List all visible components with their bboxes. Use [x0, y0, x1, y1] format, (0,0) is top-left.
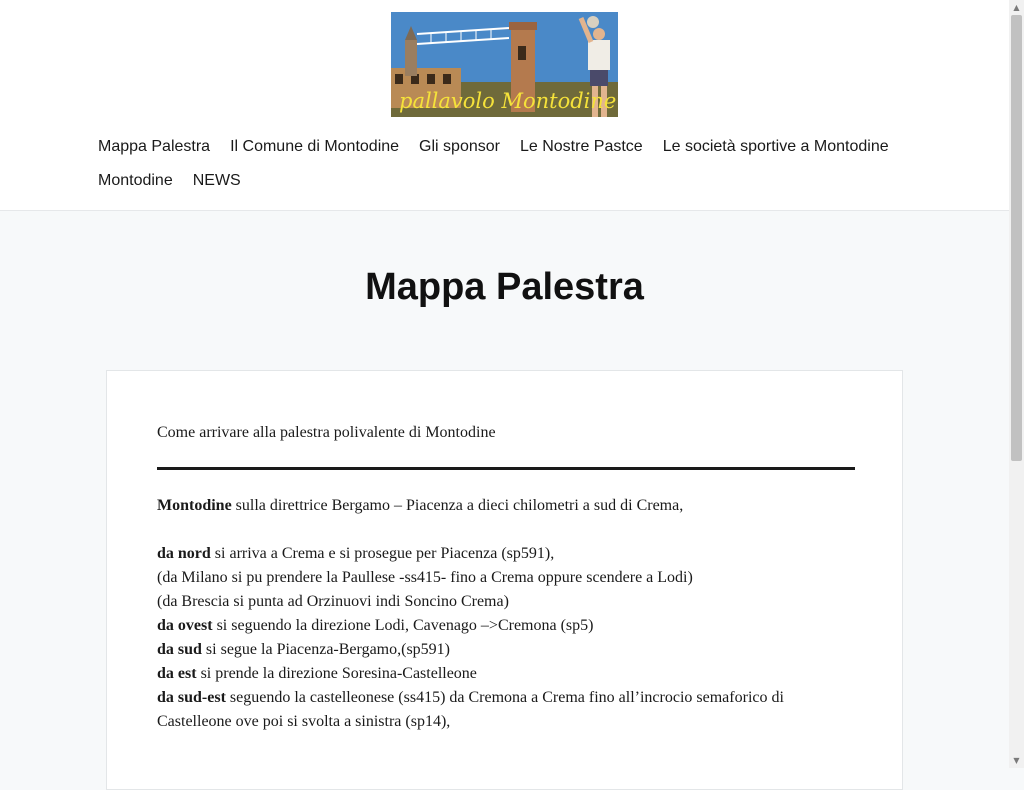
- directions-line: [157, 662, 855, 686]
- directions-bold: da est: [157, 665, 197, 682]
- nav-row-2: [98, 164, 998, 198]
- site-logo[interactable]: [391, 12, 618, 117]
- scroll-down-icon[interactable]: ▼: [1013, 756, 1020, 765]
- directions-line: [157, 686, 855, 734]
- nav-item-news[interactable]: NEWS: [192, 172, 241, 189]
- nav-item-sponsor[interactable]: Gli sponsor: [419, 138, 500, 155]
- scrollbar-thumb[interactable]: [1011, 15, 1022, 461]
- content-card: [106, 370, 903, 790]
- directions-text: (da Brescia si punta ad Orzinuovi indi Soncino Crema): [157, 593, 509, 610]
- directions-line: [157, 638, 855, 662]
- content-body: [157, 421, 855, 734]
- logo-text: pallavolo Montodine: [399, 89, 617, 113]
- nav-item-montodine[interactable]: Montodine: [98, 172, 173, 189]
- intro-text: Come arrivare alla palestra polivalente di Montodine: [157, 424, 496, 441]
- main-navigation: [98, 130, 998, 198]
- nav-item-pastce[interactable]: Le Nostre Pastce: [519, 138, 643, 155]
- directions-bold: Montodine: [157, 497, 232, 514]
- directions-line: [157, 566, 855, 590]
- nav-item-comune[interactable]: Il Comune di Montodine: [230, 138, 400, 155]
- directions-line: [157, 542, 855, 566]
- directions-bold: da ovest: [157, 617, 213, 634]
- scroll-up-icon[interactable]: ▲: [1013, 3, 1020, 12]
- nav-row-1: [98, 130, 998, 164]
- directions-text: si arriva a Crema e si prosegue per Piacenza (sp591),: [210, 545, 555, 562]
- site-header: [0, 0, 1009, 211]
- logo-image: [391, 12, 618, 117]
- nav-item-societa-sportive[interactable]: Le società sportive a Montodine: [662, 138, 889, 155]
- page-title: Mappa Palestra: [365, 266, 644, 308]
- directions-bold: da sud: [157, 641, 202, 658]
- directions-text: sulla direttrice Bergamo – Piacenza a dieci chilometri a sud di Crema,: [231, 497, 684, 514]
- directions-text: seguendo la castelleonese (ss415) da Cremona a Crema fino all’incrocio semaforico di Castelleone ove poi si svolta a sinistra (sp14),: [157, 689, 784, 730]
- directions-text: si seguendo la direzione Lodi, Cavenago –>Cremona (sp5): [212, 617, 594, 634]
- directions-bold: da sud-est: [157, 689, 226, 706]
- directions-line: [157, 614, 855, 638]
- horizontal-rule: [157, 467, 855, 470]
- vertical-scrollbar[interactable]: [1009, 0, 1024, 768]
- directions-bold: da nord: [157, 545, 211, 562]
- spacer: [157, 518, 855, 542]
- directions-line: [157, 494, 855, 518]
- directions-text: si segue la Piacenza-Bergamo,(sp591): [201, 641, 450, 658]
- directions-line: [157, 590, 855, 614]
- directions-text: (da Milano si pu prendere la Paullese -ss415- fino a Crema oppure scendere a Lodi): [157, 569, 693, 586]
- nav-item-mappa-palestra[interactable]: Mappa Palestra: [98, 138, 211, 155]
- directions-text: si prende la direzione Soresina-Castelleone: [196, 665, 477, 682]
